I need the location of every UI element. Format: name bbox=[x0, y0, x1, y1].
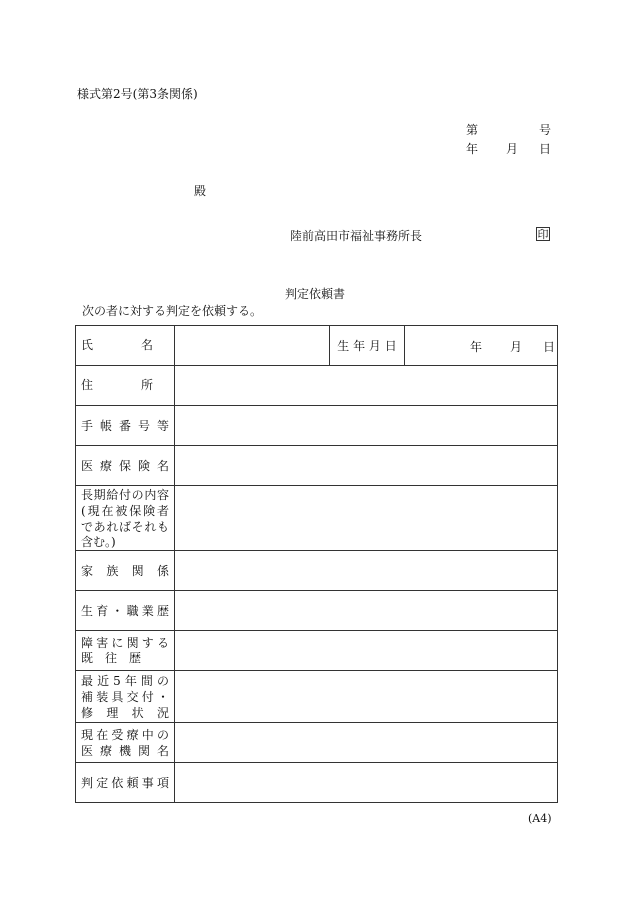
benefit-field[interactable] bbox=[175, 486, 558, 551]
table-row bbox=[76, 366, 558, 406]
insurance-label: 医療保険名 bbox=[81, 458, 169, 473]
clinic-field[interactable] bbox=[175, 723, 558, 763]
table-row bbox=[76, 631, 558, 671]
label-cell bbox=[76, 551, 175, 591]
paper-size-note: (A4) bbox=[528, 812, 552, 825]
family-field[interactable] bbox=[175, 551, 558, 591]
number-prefix: 第 bbox=[466, 123, 479, 137]
birth-day-label: 日 bbox=[543, 340, 556, 354]
label-cell bbox=[76, 406, 175, 446]
birth-month-label: 月 bbox=[510, 340, 523, 354]
document-title: 判定依頼書 bbox=[285, 287, 346, 301]
issuer-name: 陸前高田市福祉事務所長 bbox=[290, 229, 423, 243]
disability-label-line1: 障害に関する bbox=[81, 636, 169, 650]
label-cell bbox=[76, 486, 175, 551]
table-row bbox=[76, 446, 558, 486]
request-matter-field[interactable] bbox=[175, 763, 558, 803]
name-label: 氏 名 bbox=[81, 338, 154, 352]
intro-text: 次の者に対する判定を依頼する。 bbox=[82, 304, 263, 318]
number-suffix: 号 bbox=[539, 123, 552, 137]
addressee-suffix: 殿 bbox=[194, 184, 207, 198]
insurance-field[interactable] bbox=[175, 446, 558, 486]
device-label-line2: 補装具交付・ bbox=[81, 689, 169, 704]
handbook-number-label: 手帳番号等 bbox=[81, 418, 169, 433]
table-row bbox=[76, 551, 558, 591]
benefit-label-line1: 長期給付の内容 bbox=[81, 487, 169, 502]
history-label: 生育・職業歴 bbox=[81, 603, 169, 618]
birth-label-cell bbox=[330, 326, 405, 366]
table-row bbox=[76, 671, 558, 723]
seal-stamp: 印 bbox=[537, 228, 549, 241]
table-row bbox=[76, 326, 558, 366]
disability-label-line2: 既 往 歴 bbox=[81, 651, 142, 665]
request-matter-label: 判定依頼事項 bbox=[81, 775, 169, 790]
birth-date-field[interactable] bbox=[405, 326, 558, 366]
label-cell bbox=[76, 631, 175, 671]
birth-year-label: 年 bbox=[470, 340, 483, 354]
table-row bbox=[76, 723, 558, 763]
name-field[interactable] bbox=[175, 326, 330, 366]
date-month-label: 月 bbox=[506, 142, 519, 156]
clinic-label-line1: 現在受療中の bbox=[81, 727, 169, 742]
label-cell bbox=[76, 591, 175, 631]
disability-field[interactable] bbox=[175, 631, 558, 671]
birth-label: 生 年 月 日 bbox=[337, 339, 397, 353]
benefit-label-line3: であればそれも bbox=[81, 519, 169, 534]
table-row bbox=[76, 406, 558, 446]
label-cell bbox=[76, 671, 175, 723]
device-field[interactable] bbox=[175, 671, 558, 723]
label-cell bbox=[76, 446, 175, 486]
table-row bbox=[76, 763, 558, 803]
benefit-label-line2: (現在被保険者 bbox=[81, 503, 169, 518]
address-field[interactable] bbox=[175, 366, 558, 406]
history-field[interactable] bbox=[175, 591, 558, 631]
handbook-number-field[interactable] bbox=[175, 406, 558, 446]
address-label: 住 所 bbox=[81, 378, 154, 392]
table-row bbox=[76, 486, 558, 551]
form-number: 様式第2号(第3条関係) bbox=[77, 87, 198, 101]
family-label: 家族関係 bbox=[81, 563, 169, 578]
label-cell bbox=[76, 366, 175, 406]
benefit-label-line4: 含む。) bbox=[81, 534, 116, 549]
request-form-table bbox=[75, 325, 558, 803]
label-cell bbox=[76, 763, 175, 803]
clinic-label-line2: 医療機関名 bbox=[81, 743, 169, 758]
table-row bbox=[76, 591, 558, 631]
label-cell bbox=[76, 326, 175, 366]
device-label-line1: 最近5年間の bbox=[81, 673, 169, 688]
label-cell bbox=[76, 723, 175, 763]
date-year-label: 年 bbox=[466, 142, 479, 156]
date-day-label: 日 bbox=[539, 142, 552, 156]
device-label-line3: 修理状況 bbox=[81, 705, 169, 720]
